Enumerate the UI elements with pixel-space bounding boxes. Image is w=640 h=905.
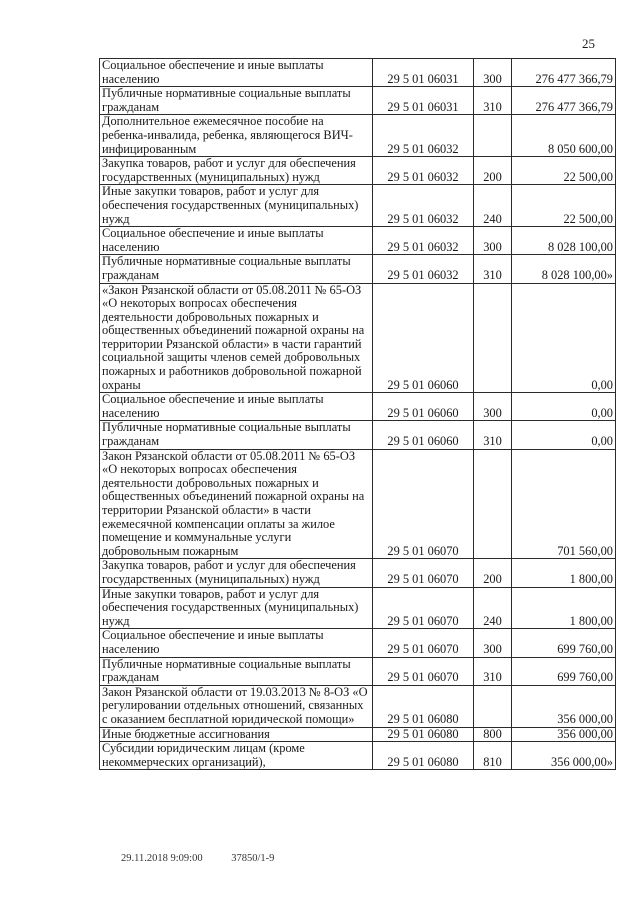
row-kind-cell: 200: [474, 157, 512, 185]
table-row: [100, 59, 616, 87]
row-code-cell: 29 5 01 06060: [373, 393, 474, 421]
row-kind-cell: 240: [474, 587, 512, 629]
row-kind-cell: 240: [474, 185, 512, 227]
row-code-cell: 29 5 01 06080: [373, 727, 474, 742]
budget-table: [99, 58, 616, 770]
row-code-cell: 29 5 01 06070: [373, 587, 474, 629]
row-name-cell: Социальное обеспечение и иные выплаты населению: [100, 629, 373, 657]
table-row: [100, 742, 616, 770]
row-sum-cell: 1 800,00: [512, 559, 616, 587]
footer-datetime: 29.11.2018 9:09:00: [121, 853, 203, 864]
row-sum-cell: 0,00: [512, 283, 616, 393]
row-name-cell: Публичные нормативные социальные выплаты гражданам: [100, 87, 373, 115]
table-row: [100, 587, 616, 629]
table-row: [100, 283, 616, 393]
row-sum-cell: 356 000,00: [512, 685, 616, 727]
page-footer: [121, 853, 300, 864]
row-kind-cell: [474, 449, 512, 559]
row-name-cell: Иные бюджетные ассигнования: [100, 727, 373, 742]
row-kind-cell: 300: [474, 227, 512, 255]
row-sum-cell: 8 028 100,00: [512, 227, 616, 255]
row-sum-cell: 699 760,00: [512, 657, 616, 685]
table-row: [100, 657, 616, 685]
table-row: [100, 255, 616, 283]
table-row: [100, 185, 616, 227]
row-name-cell: Публичные нормативные социальные выплаты гражданам: [100, 421, 373, 449]
row-name-cell: Социальное обеспечение и иные выплаты населению: [100, 59, 373, 87]
row-sum-cell: 22 500,00: [512, 157, 616, 185]
row-name-cell: Дополнительное ежемесячное пособие на ребенка-инвалида, ребенка, являющегося ВИЧ-инфицированным: [100, 115, 373, 157]
row-kind-cell: [474, 115, 512, 157]
table-row: [100, 393, 616, 421]
row-sum-cell: 22 500,00: [512, 185, 616, 227]
row-sum-cell: 0,00: [512, 421, 616, 449]
row-code-cell: 29 5 01 06070: [373, 629, 474, 657]
row-code-cell: 29 5 01 06070: [373, 559, 474, 587]
budget-table-body: [100, 59, 616, 770]
table-row: [100, 685, 616, 727]
row-kind-cell: 310: [474, 657, 512, 685]
row-kind-cell: 300: [474, 629, 512, 657]
row-sum-cell: 276 477 366,79: [512, 59, 616, 87]
row-name-cell: Субсидии юридическим лицам (кроме некоммерческих организаций),: [100, 742, 373, 770]
row-code-cell: 29 5 01 06080: [373, 742, 474, 770]
row-code-cell: 29 5 01 06070: [373, 657, 474, 685]
page-number: 25: [582, 36, 595, 51]
table-row: [100, 559, 616, 587]
row-sum-cell: 356 000,00: [512, 727, 616, 742]
row-name-cell: Социальное обеспечение и иные выплаты населению: [100, 393, 373, 421]
row-kind-cell: 310: [474, 421, 512, 449]
row-name-cell: Иные закупки товаров, работ и услуг для обеспечения государственных (муниципальных) нужд: [100, 587, 373, 629]
row-code-cell: 29 5 01 06032: [373, 255, 474, 283]
row-code-cell: 29 5 01 06031: [373, 59, 474, 87]
row-code-cell: 29 5 01 06032: [373, 227, 474, 255]
row-sum-cell: 0,00: [512, 393, 616, 421]
row-kind-cell: 310: [474, 87, 512, 115]
row-name-cell: Социальное обеспечение и иные выплаты населению: [100, 227, 373, 255]
table-row: [100, 449, 616, 559]
table-row: [100, 87, 616, 115]
row-sum-cell: 699 760,00: [512, 629, 616, 657]
row-code-cell: 29 5 01 06032: [373, 185, 474, 227]
row-kind-cell: 800: [474, 727, 512, 742]
table-row: [100, 421, 616, 449]
table-row: [100, 227, 616, 255]
row-sum-cell: 8 028 100,00»: [512, 255, 616, 283]
table-row: [100, 157, 616, 185]
row-code-cell: 29 5 01 06060: [373, 283, 474, 393]
row-name-cell: Закон Рязанской области от 19.03.2013 № 8-ОЗ «О регулировании отдельных отношений, связанных с оказанием бесплатной юридической помощи»: [100, 685, 373, 727]
table-row: [100, 115, 616, 157]
row-name-cell: Публичные нормативные социальные выплаты гражданам: [100, 657, 373, 685]
row-sum-cell: 356 000,00»: [512, 742, 616, 770]
row-name-cell: Публичные нормативные социальные выплаты гражданам: [100, 255, 373, 283]
table-row: [100, 727, 616, 742]
row-code-cell: 29 5 01 06060: [373, 421, 474, 449]
row-code-cell: 29 5 01 06080: [373, 685, 474, 727]
row-code-cell: 29 5 01 06031: [373, 87, 474, 115]
row-sum-cell: 276 477 366,79: [512, 87, 616, 115]
row-name-cell: Закупка товаров, работ и услуг для обеспечения государственных (муниципальных) нужд: [100, 559, 373, 587]
row-name-cell: Закупка товаров, работ и услуг для обеспечения государственных (муниципальных) нужд: [100, 157, 373, 185]
row-kind-cell: 300: [474, 59, 512, 87]
row-sum-cell: 1 800,00: [512, 587, 616, 629]
row-name-cell: «Закон Рязанской области от 05.08.2011 № 65-ОЗ «О некоторых вопросах обеспечения деятельности добровольных пожарных и общественных объединений пожарной охраны на территории Рязанской области» в части гарантий социальной защиты членов семей добровольных пожарных и работников добровольной пожарной охраны: [100, 283, 373, 393]
row-kind-cell: [474, 685, 512, 727]
footer-doc-id: 37850/1-9: [231, 853, 275, 864]
row-code-cell: 29 5 01 06070: [373, 449, 474, 559]
row-kind-cell: 200: [474, 559, 512, 587]
row-code-cell: 29 5 01 06032: [373, 115, 474, 157]
table-row: [100, 629, 616, 657]
row-name-cell: Иные закупки товаров, работ и услуг для обеспечения государственных (муниципальных) нужд: [100, 185, 373, 227]
row-name-cell: Закон Рязанской области от 05.08.2011 № 65-ОЗ «О некоторых вопросах обеспечения деятельности добровольных пожарных и общественных объединений пожарной охраны на территории Рязанской области» в части ежемесячной компенсации оплаты за жилое помещение и коммунальные услуги добровольным пожарным: [100, 449, 373, 559]
row-kind-cell: 310: [474, 255, 512, 283]
row-kind-cell: 810: [474, 742, 512, 770]
row-sum-cell: 8 050 600,00: [512, 115, 616, 157]
row-code-cell: 29 5 01 06032: [373, 157, 474, 185]
row-sum-cell: 701 560,00: [512, 449, 616, 559]
row-kind-cell: 300: [474, 393, 512, 421]
row-kind-cell: [474, 283, 512, 393]
